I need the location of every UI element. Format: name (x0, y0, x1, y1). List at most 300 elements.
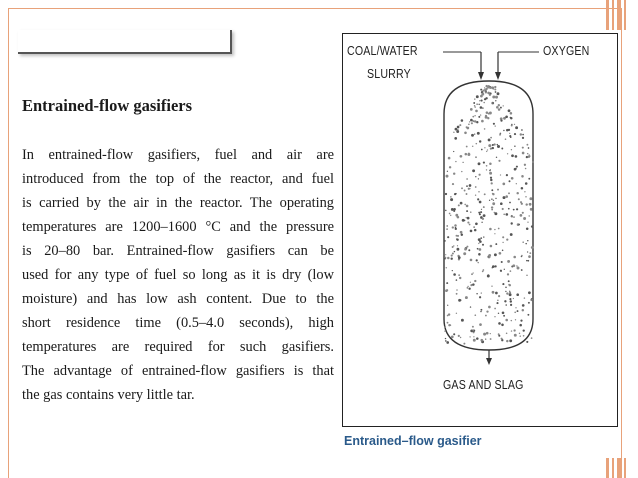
particle (500, 202, 503, 205)
particle (476, 259, 478, 261)
particle (460, 155, 463, 158)
particle (511, 320, 512, 321)
particle (516, 166, 518, 168)
particle (458, 299, 461, 302)
particle (522, 152, 525, 155)
particle (494, 212, 497, 215)
particle (529, 203, 532, 206)
particle (466, 205, 469, 208)
particle (526, 203, 528, 205)
particle (516, 265, 517, 266)
particle (486, 165, 488, 167)
particle (472, 283, 474, 285)
coal-water-label: COAL/WATER (347, 44, 418, 58)
particle (511, 222, 513, 224)
particle (507, 273, 509, 275)
paragraph-line: the gas contains very little tar. (22, 387, 195, 403)
particle (494, 253, 497, 256)
particle (481, 100, 483, 102)
particle (455, 128, 458, 131)
particle (475, 195, 476, 196)
particle (485, 90, 486, 91)
particle (499, 133, 501, 135)
particle (480, 211, 482, 213)
particle (490, 245, 493, 248)
particle (474, 133, 475, 134)
particle (510, 304, 512, 306)
particle (475, 156, 477, 158)
particle (486, 111, 489, 114)
particle (487, 86, 489, 88)
particle (515, 319, 516, 320)
particle (479, 248, 482, 251)
particle (483, 333, 486, 336)
particle (447, 315, 449, 317)
particle (523, 217, 526, 220)
particle (490, 179, 492, 181)
coal-inlet-arrow (478, 72, 484, 80)
particle (522, 147, 524, 149)
particle (485, 315, 487, 317)
particle (492, 144, 494, 146)
particle (512, 264, 515, 267)
particle (489, 112, 492, 115)
particle (452, 183, 454, 185)
particle (494, 229, 495, 230)
particle (502, 312, 505, 315)
particle (446, 225, 447, 226)
particle (468, 249, 470, 251)
particle (492, 265, 495, 268)
particle (480, 95, 483, 98)
particle (501, 261, 503, 263)
particle (506, 340, 508, 342)
particle (490, 333, 491, 334)
particle (518, 224, 520, 226)
particle (455, 161, 456, 162)
particle (471, 273, 473, 275)
particle (514, 124, 515, 125)
particle (476, 337, 479, 340)
particle (474, 280, 476, 282)
figure-caption: Entrained–flow gasifier (344, 434, 482, 448)
particle (453, 132, 454, 133)
particle (521, 175, 524, 178)
particle (484, 128, 486, 130)
particle (495, 243, 497, 245)
particle (488, 306, 491, 309)
particle (451, 258, 453, 260)
particle (498, 228, 500, 230)
paragraph-line: In entrained-flow gasifiers, fuel and air are (22, 147, 334, 163)
particle (462, 162, 463, 163)
particle (490, 169, 491, 170)
particle (522, 309, 524, 311)
particle (502, 183, 505, 186)
particle (453, 245, 454, 246)
particle (509, 202, 511, 204)
particle (492, 202, 495, 205)
particle (527, 240, 528, 241)
particle (500, 270, 502, 272)
particle (511, 154, 514, 157)
particle (505, 304, 507, 306)
particle (483, 214, 486, 217)
particle (494, 265, 496, 267)
particle (456, 235, 458, 237)
particle (476, 95, 479, 98)
particle (495, 292, 498, 295)
particle (461, 234, 463, 236)
particle (479, 140, 481, 142)
particle (445, 340, 447, 342)
particle (491, 206, 493, 208)
particle (471, 134, 474, 137)
gasifier-diagram (343, 34, 616, 425)
particle (453, 172, 455, 174)
particle (461, 119, 464, 122)
particle (527, 153, 529, 155)
particle (494, 88, 496, 90)
particle (481, 149, 483, 151)
particle (478, 178, 479, 179)
particle (494, 86, 496, 88)
particle (520, 214, 523, 217)
particle (453, 273, 456, 276)
particle (453, 208, 456, 211)
particle (476, 121, 478, 123)
particle (478, 191, 480, 193)
particle (503, 315, 505, 317)
particle (452, 270, 453, 271)
particle (446, 175, 449, 178)
particle (470, 108, 473, 111)
particle (474, 115, 475, 116)
paragraph-line: is 20–80 bar. Entrained-flow gasifiers can be (22, 243, 334, 259)
particle (492, 102, 494, 104)
particle (526, 144, 528, 146)
particle (478, 174, 480, 176)
particle (473, 272, 474, 273)
particle (527, 222, 528, 223)
particle (445, 193, 447, 195)
particle (506, 174, 508, 176)
particle (455, 227, 457, 229)
particle (477, 198, 479, 200)
particle (476, 104, 477, 105)
particle (525, 196, 527, 198)
particle (524, 297, 525, 298)
particle (527, 260, 529, 262)
particle (495, 91, 497, 93)
particle (513, 216, 514, 217)
particle (520, 336, 521, 337)
particle (531, 298, 532, 299)
particle (509, 133, 510, 134)
particle (502, 208, 504, 210)
particle (487, 149, 488, 150)
particle (517, 310, 519, 312)
corner-decoration-top (600, 0, 638, 30)
particle (489, 200, 490, 201)
particle (491, 189, 493, 191)
slurry-label: SLURRY (367, 67, 411, 81)
particle (471, 122, 473, 124)
particle (457, 216, 460, 219)
particle (531, 246, 534, 249)
particle (531, 337, 533, 339)
particle (480, 237, 482, 239)
particle (502, 242, 503, 243)
particle (476, 143, 478, 145)
particle (522, 212, 524, 214)
title-placeholder-box (18, 30, 232, 54)
particle (486, 151, 487, 152)
particle (469, 184, 472, 187)
particle (501, 338, 503, 340)
particle (490, 338, 492, 340)
particle (528, 302, 530, 304)
particle (465, 296, 468, 299)
particle (472, 116, 474, 118)
particle (506, 292, 508, 294)
particle (515, 126, 518, 129)
particle (456, 289, 458, 291)
particle (445, 338, 446, 339)
oxygen-label: OXYGEN (543, 44, 590, 58)
particle (502, 283, 504, 285)
particle (451, 336, 454, 339)
oxygen-inlet-arrow (495, 72, 501, 80)
particle (528, 215, 529, 216)
particle (491, 182, 493, 184)
particle (473, 102, 475, 104)
particle (484, 147, 485, 148)
particle (472, 146, 473, 147)
particle (448, 324, 450, 326)
particle (496, 157, 497, 158)
particle (489, 94, 491, 96)
particle (461, 187, 463, 189)
particle (468, 188, 470, 190)
particle (458, 335, 460, 337)
particle (503, 196, 506, 199)
particle (474, 314, 476, 316)
paragraph-line: used for any type of fuel so long as it is dry (low (22, 267, 334, 283)
particle (526, 260, 528, 262)
particle (487, 117, 489, 119)
particle (466, 146, 468, 148)
paragraph-line: short residence time (0.5–4.0 seconds), high (22, 315, 334, 331)
particle (497, 92, 500, 95)
particle (455, 193, 457, 195)
particle (509, 298, 511, 300)
particle (462, 219, 465, 222)
particle (470, 259, 473, 262)
particle (508, 192, 510, 194)
particle (503, 105, 504, 106)
particle (467, 222, 469, 224)
particle (517, 267, 520, 270)
particle (497, 144, 498, 145)
particle (525, 243, 527, 245)
particle (527, 314, 529, 316)
particle (483, 206, 485, 208)
particle (522, 137, 524, 139)
particle (456, 313, 457, 314)
particle (516, 183, 517, 184)
particle (479, 323, 482, 326)
particle (468, 123, 470, 125)
particle (516, 293, 519, 296)
particle (480, 339, 483, 342)
particle (500, 119, 502, 121)
particle (481, 222, 482, 223)
particle (466, 193, 468, 195)
particle (467, 217, 470, 220)
particle (474, 98, 475, 99)
particle (528, 255, 531, 258)
particle (460, 202, 463, 205)
particle (478, 116, 480, 118)
particle (501, 148, 503, 150)
particle (466, 185, 468, 187)
particle (514, 311, 516, 313)
particle (469, 336, 470, 337)
particle (506, 129, 509, 132)
particle (475, 222, 478, 225)
particle (472, 329, 474, 331)
particle (454, 137, 457, 140)
particle (511, 177, 514, 180)
particle (451, 255, 453, 257)
particle (484, 193, 486, 195)
particle (522, 134, 524, 136)
particle (475, 110, 478, 113)
particle (514, 334, 517, 337)
particle (450, 196, 451, 197)
particle (516, 208, 518, 210)
particle (457, 245, 458, 246)
particle (486, 332, 489, 335)
particle (446, 341, 449, 344)
particle (473, 336, 474, 337)
particle (495, 125, 496, 126)
particle (457, 129, 458, 130)
particle (479, 100, 480, 101)
particle (502, 236, 504, 238)
particle (505, 213, 508, 216)
particle (482, 218, 484, 220)
particle (524, 164, 526, 166)
particle (460, 231, 463, 234)
particle (479, 296, 481, 298)
particle (520, 201, 522, 203)
particle (458, 204, 460, 206)
particle (456, 279, 458, 281)
particle (464, 132, 467, 135)
particle (466, 178, 468, 180)
particle (488, 256, 490, 258)
particle (493, 88, 495, 90)
paragraph-line: The advantage of entrained-flow gasifiers is that (22, 363, 334, 379)
particle (478, 243, 479, 244)
particle (494, 316, 495, 317)
particle (492, 147, 494, 149)
particle (493, 123, 495, 125)
particle (490, 177, 492, 179)
particle (532, 161, 533, 162)
particle (484, 87, 485, 88)
particle (529, 197, 532, 200)
particle (513, 256, 516, 259)
particle (466, 127, 469, 130)
particle (480, 114, 481, 115)
particle (450, 215, 451, 216)
particle (491, 198, 493, 200)
particle (486, 310, 488, 312)
particle (473, 226, 474, 227)
particle (526, 275, 527, 276)
particle (494, 233, 495, 234)
particle (470, 306, 471, 307)
particle (511, 149, 512, 150)
particle (531, 225, 533, 227)
particle (526, 341, 528, 343)
particle (498, 313, 499, 314)
particle (447, 305, 448, 306)
particle (494, 308, 496, 310)
particle (519, 333, 520, 334)
particle (528, 155, 531, 158)
particle (475, 176, 476, 177)
particle (519, 324, 522, 327)
particle (445, 210, 447, 212)
particle (508, 109, 511, 112)
particle (493, 200, 494, 201)
particle (489, 172, 492, 175)
particle (498, 104, 500, 106)
body-paragraph (22, 143, 334, 407)
particle (522, 304, 525, 307)
particle (447, 322, 449, 324)
particle (479, 213, 481, 215)
particle (511, 124, 512, 125)
particle (444, 257, 446, 259)
particle (523, 329, 525, 331)
particle (487, 275, 490, 278)
particle (528, 147, 530, 149)
particle (461, 319, 464, 322)
particle (451, 208, 454, 211)
particle (505, 291, 506, 292)
particle (490, 137, 492, 139)
particle (468, 288, 470, 290)
particle (470, 211, 471, 212)
particle (456, 130, 459, 133)
gasifier-figure (342, 33, 618, 427)
particle (470, 282, 471, 283)
particle (448, 157, 451, 160)
particle (453, 333, 455, 335)
paragraph-line: moisture) and has low ash content. Due to the (22, 291, 334, 307)
particle (510, 270, 512, 272)
particle (444, 330, 446, 332)
particle (446, 282, 448, 284)
particle (525, 168, 527, 170)
particle (509, 135, 511, 137)
particle (515, 307, 516, 308)
